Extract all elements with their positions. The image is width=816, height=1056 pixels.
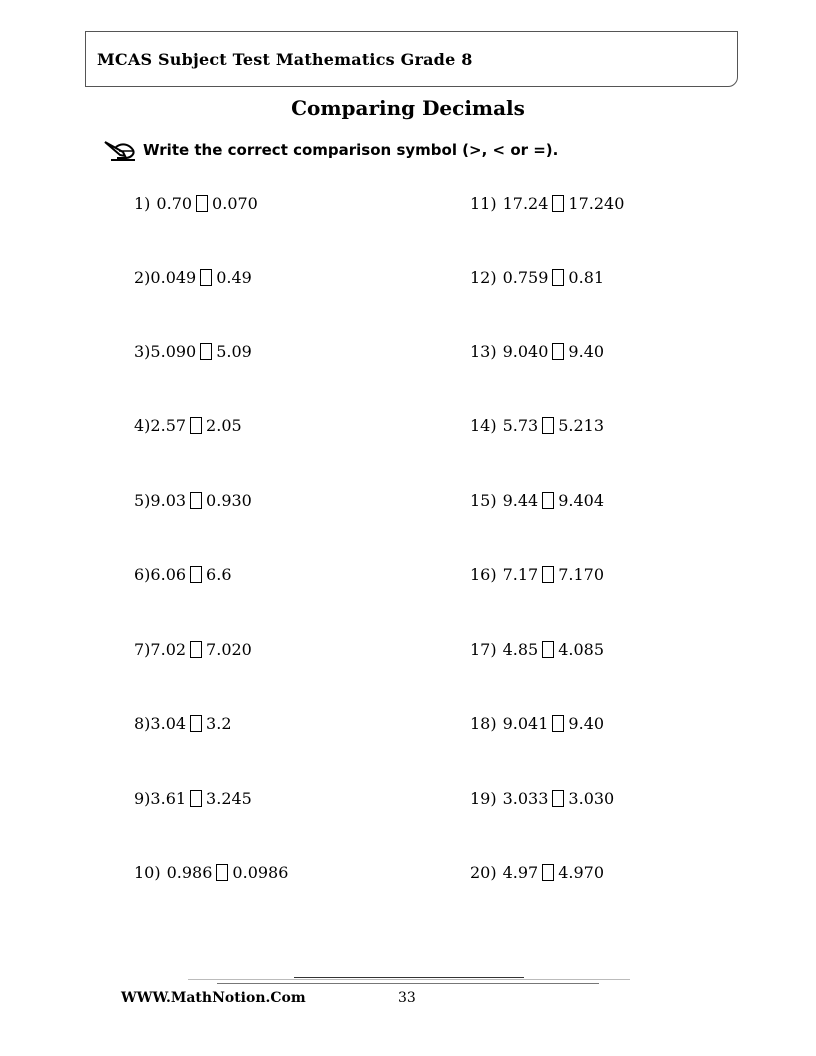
answer-box[interactable] [542, 492, 554, 509]
answer-box[interactable] [552, 195, 564, 212]
value-b: 9.40 [568, 713, 605, 733]
problem-number: 5) [134, 490, 151, 510]
value-a: 9.03 [150, 490, 187, 510]
value-b: 7.020 [206, 639, 252, 659]
page-title: Comparing Decimals [291, 96, 525, 120]
value-b: 5.09 [216, 341, 252, 361]
problem-19 [470, 787, 614, 809]
problem-number: 2) [134, 267, 151, 287]
problem-number: 16) [470, 564, 497, 584]
pencil-hand-icon [103, 138, 137, 162]
instruction-text: Write the correct comparison symbol (>, < or =). [143, 141, 559, 159]
problem-number: 18) [470, 713, 497, 733]
problem-2 [134, 266, 252, 288]
problem-15 [470, 489, 604, 511]
value-a: 9.44 [502, 490, 539, 510]
problem-4 [134, 414, 242, 436]
value-a: 9.040 [502, 341, 549, 361]
problem-number: 8) [134, 713, 151, 733]
value-a: 6.06 [150, 564, 187, 584]
value-a: 0.986 [166, 862, 213, 882]
answer-box[interactable] [552, 343, 564, 360]
value-b: 17.240 [568, 193, 625, 213]
problem-number: 4) [134, 415, 151, 435]
answer-box[interactable] [190, 566, 202, 583]
answer-box[interactable] [200, 343, 212, 360]
value-b: 2.05 [206, 415, 242, 435]
value-a: 3.033 [502, 788, 549, 808]
problem-6 [134, 563, 232, 585]
answer-box[interactable] [196, 195, 208, 212]
value-a: 0.759 [502, 267, 549, 287]
value-b: 9.404 [558, 490, 605, 510]
footer-divider [217, 983, 599, 984]
value-a: 4.85 [502, 639, 539, 659]
problem-8 [134, 712, 232, 734]
answer-box[interactable] [190, 641, 202, 658]
problem-number: 11) [470, 193, 497, 213]
problem-number: 1) [134, 193, 151, 213]
answer-box[interactable] [542, 864, 554, 881]
value-b: 3.245 [206, 788, 252, 808]
value-b: 0.81 [568, 267, 605, 287]
answer-box[interactable] [542, 417, 554, 434]
value-a: 3.04 [150, 713, 187, 733]
answer-box[interactable] [190, 790, 202, 807]
header-box [85, 31, 738, 87]
value-b: 6.6 [206, 564, 232, 584]
value-b: 3.030 [568, 788, 615, 808]
problem-12 [470, 266, 604, 288]
answer-box[interactable] [542, 641, 554, 658]
problem-13 [470, 340, 604, 362]
problem-7 [134, 638, 252, 660]
problem-number: 17) [470, 639, 497, 659]
value-a: 0.049 [150, 267, 197, 287]
footer-divider [294, 977, 524, 978]
value-b: 0.070 [212, 193, 258, 213]
footer-divider [188, 979, 630, 980]
problem-number: 15) [470, 490, 497, 510]
answer-box[interactable] [216, 864, 228, 881]
problem-18 [470, 712, 604, 734]
problem-number: 3) [134, 341, 151, 361]
value-b: 4.970 [558, 862, 605, 882]
problem-20 [470, 861, 604, 883]
problem-number: 20) [470, 862, 497, 882]
problem-9 [134, 787, 252, 809]
answer-box[interactable] [552, 715, 564, 732]
value-a: 7.17 [502, 564, 539, 584]
value-a: 0.70 [156, 193, 193, 213]
answer-box[interactable] [190, 492, 202, 509]
answer-box[interactable] [552, 790, 564, 807]
problem-17 [470, 638, 604, 660]
value-b: 0.0986 [232, 862, 289, 882]
problem-number: 13) [470, 341, 497, 361]
problem-14 [470, 414, 604, 436]
instruction [103, 138, 558, 162]
answer-box[interactable] [190, 417, 202, 434]
problem-number: 9) [134, 788, 151, 808]
value-a: 17.24 [502, 193, 549, 213]
value-a: 3.61 [150, 788, 187, 808]
value-b: 0.930 [206, 490, 252, 510]
answer-box[interactable] [552, 269, 564, 286]
value-b: 4.085 [558, 639, 605, 659]
page-number: 33 [398, 990, 416, 1006]
value-b: 7.170 [558, 564, 605, 584]
value-a: 4.97 [502, 862, 539, 882]
value-a: 9.041 [502, 713, 549, 733]
value-b: 0.49 [216, 267, 252, 287]
header-title: MCAS Subject Test Mathematics Grade 8 [97, 50, 473, 69]
problem-number: 7) [134, 639, 151, 659]
problem-number: 14) [470, 415, 497, 435]
value-a: 2.57 [150, 415, 187, 435]
value-a: 5.73 [502, 415, 539, 435]
value-a: 5.090 [150, 341, 197, 361]
problem-11 [470, 192, 624, 214]
problem-3 [134, 340, 252, 362]
problem-number: 12) [470, 267, 497, 287]
problem-number: 19) [470, 788, 497, 808]
value-b: 3.2 [206, 713, 232, 733]
answer-box[interactable] [200, 269, 212, 286]
footer-website: WWW.MathNotion.Com [121, 990, 306, 1006]
value-b: 5.213 [558, 415, 605, 435]
problem-number: 6) [134, 564, 151, 584]
value-b: 9.40 [568, 341, 605, 361]
value-a: 7.02 [150, 639, 187, 659]
problem-5 [134, 489, 252, 511]
problem-16 [470, 563, 604, 585]
answer-box[interactable] [542, 566, 554, 583]
answer-box[interactable] [190, 715, 202, 732]
problem-10 [134, 861, 288, 883]
problem-number: 10) [134, 862, 161, 882]
problem-1 [134, 192, 258, 214]
